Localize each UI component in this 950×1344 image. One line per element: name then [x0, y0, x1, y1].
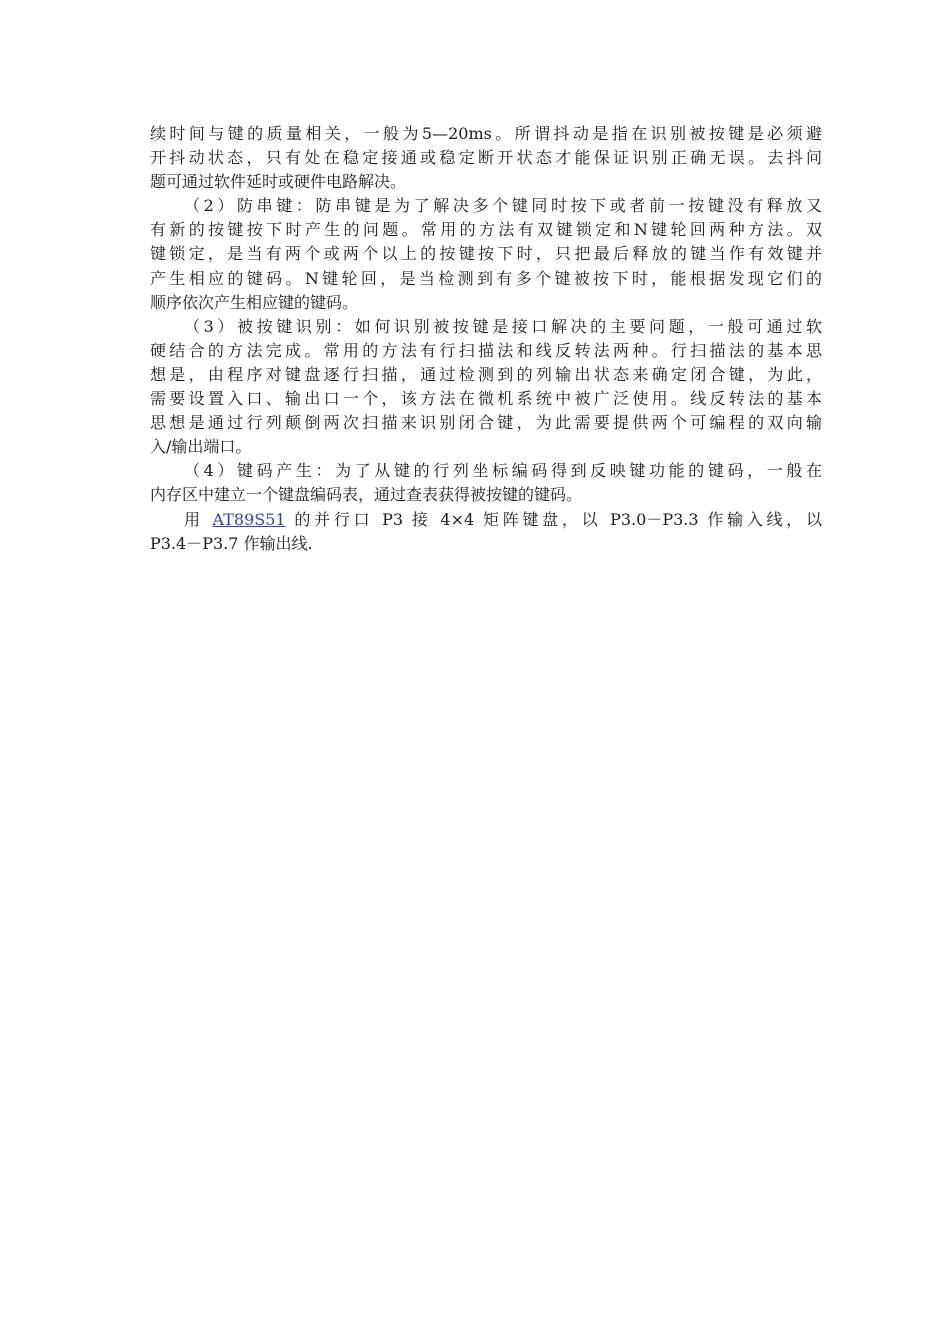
text-line: （2）防串键：防串键是为了解决多个键同时按下或者前一按键没有释放又 [184, 196, 822, 216]
paragraph-keycode-generation [150, 459, 822, 507]
text-line: 续时间与键的质量相关，一般为5—20ms。所谓抖动是指在识别被按键是必须避 [150, 124, 822, 143]
document-body [150, 122, 822, 556]
paragraph-key-recognition [150, 315, 822, 460]
paragraph-anti-ghosting [150, 194, 822, 314]
text-line: 有新的按键按下时产生的问题。常用的方法有双键锁定和N键轮回两种方法。双 [150, 220, 822, 240]
text-line: （4）键码产生：为了从键的行列坐标编码得到反映键功能的键码，一般在 [184, 461, 822, 481]
text-line: 开抖动状态，只有处在稳定接通或稳定断开状态才能保证识别正确无误。去抖问 [150, 148, 822, 168]
text-line: 顺序依次产生相应键的键码。 [150, 292, 359, 312]
text-line: 思想是通过行列颠倒两次扫描来识别闭合键，为此需要提供两个可编程的双向输 [150, 413, 822, 433]
text-line: 需要设置入口、输出口一个，该方法在微机系统中被广泛使用。线反转法的基本 [150, 389, 822, 409]
text-line: 产生相应的键码。N键轮回，是当检测到有多个键被按下时，能根据发现它们的 [150, 268, 822, 288]
text-suffix: 的并行口 P3 接 4×4 矩阵键盘，以 P3.0－P3.3 作输入线，以 [285, 509, 822, 529]
at89s51-link[interactable]: AT89S51 [212, 509, 286, 529]
text-line: （3）被按键识别：如何识别被按键是接口解决的主要问题，一般可通过软 [184, 316, 822, 336]
text-line: 硬结合的方法完成。常用的方法有行扫描法和线反转法两种。行扫描法的基本思 [150, 340, 822, 360]
text-line: P3.4－P3.7 作输出线. [150, 533, 313, 553]
text-line: 入/输出端口。 [150, 437, 252, 457]
text-line: 键锁定，是当有两个或两个以上的按键按下时，只把最后释放的键当作有效键并 [150, 244, 822, 264]
text-line: 想是，由程序对键盘逐行扫描，通过检测到的列输出状态来确定闭合键，为此， [150, 364, 822, 384]
text-prefix: 用 [184, 509, 213, 529]
text-line: 题可通过软件延时或硬件电路解决。 [150, 172, 407, 192]
text-line: 内存区中建立一个键盘编码表，通过查表获得被按键的键码。 [150, 485, 583, 505]
paragraph-at89s51-keyboard [150, 508, 822, 556]
paragraph-debounce-continued [150, 122, 822, 194]
text-line [150, 508, 822, 532]
